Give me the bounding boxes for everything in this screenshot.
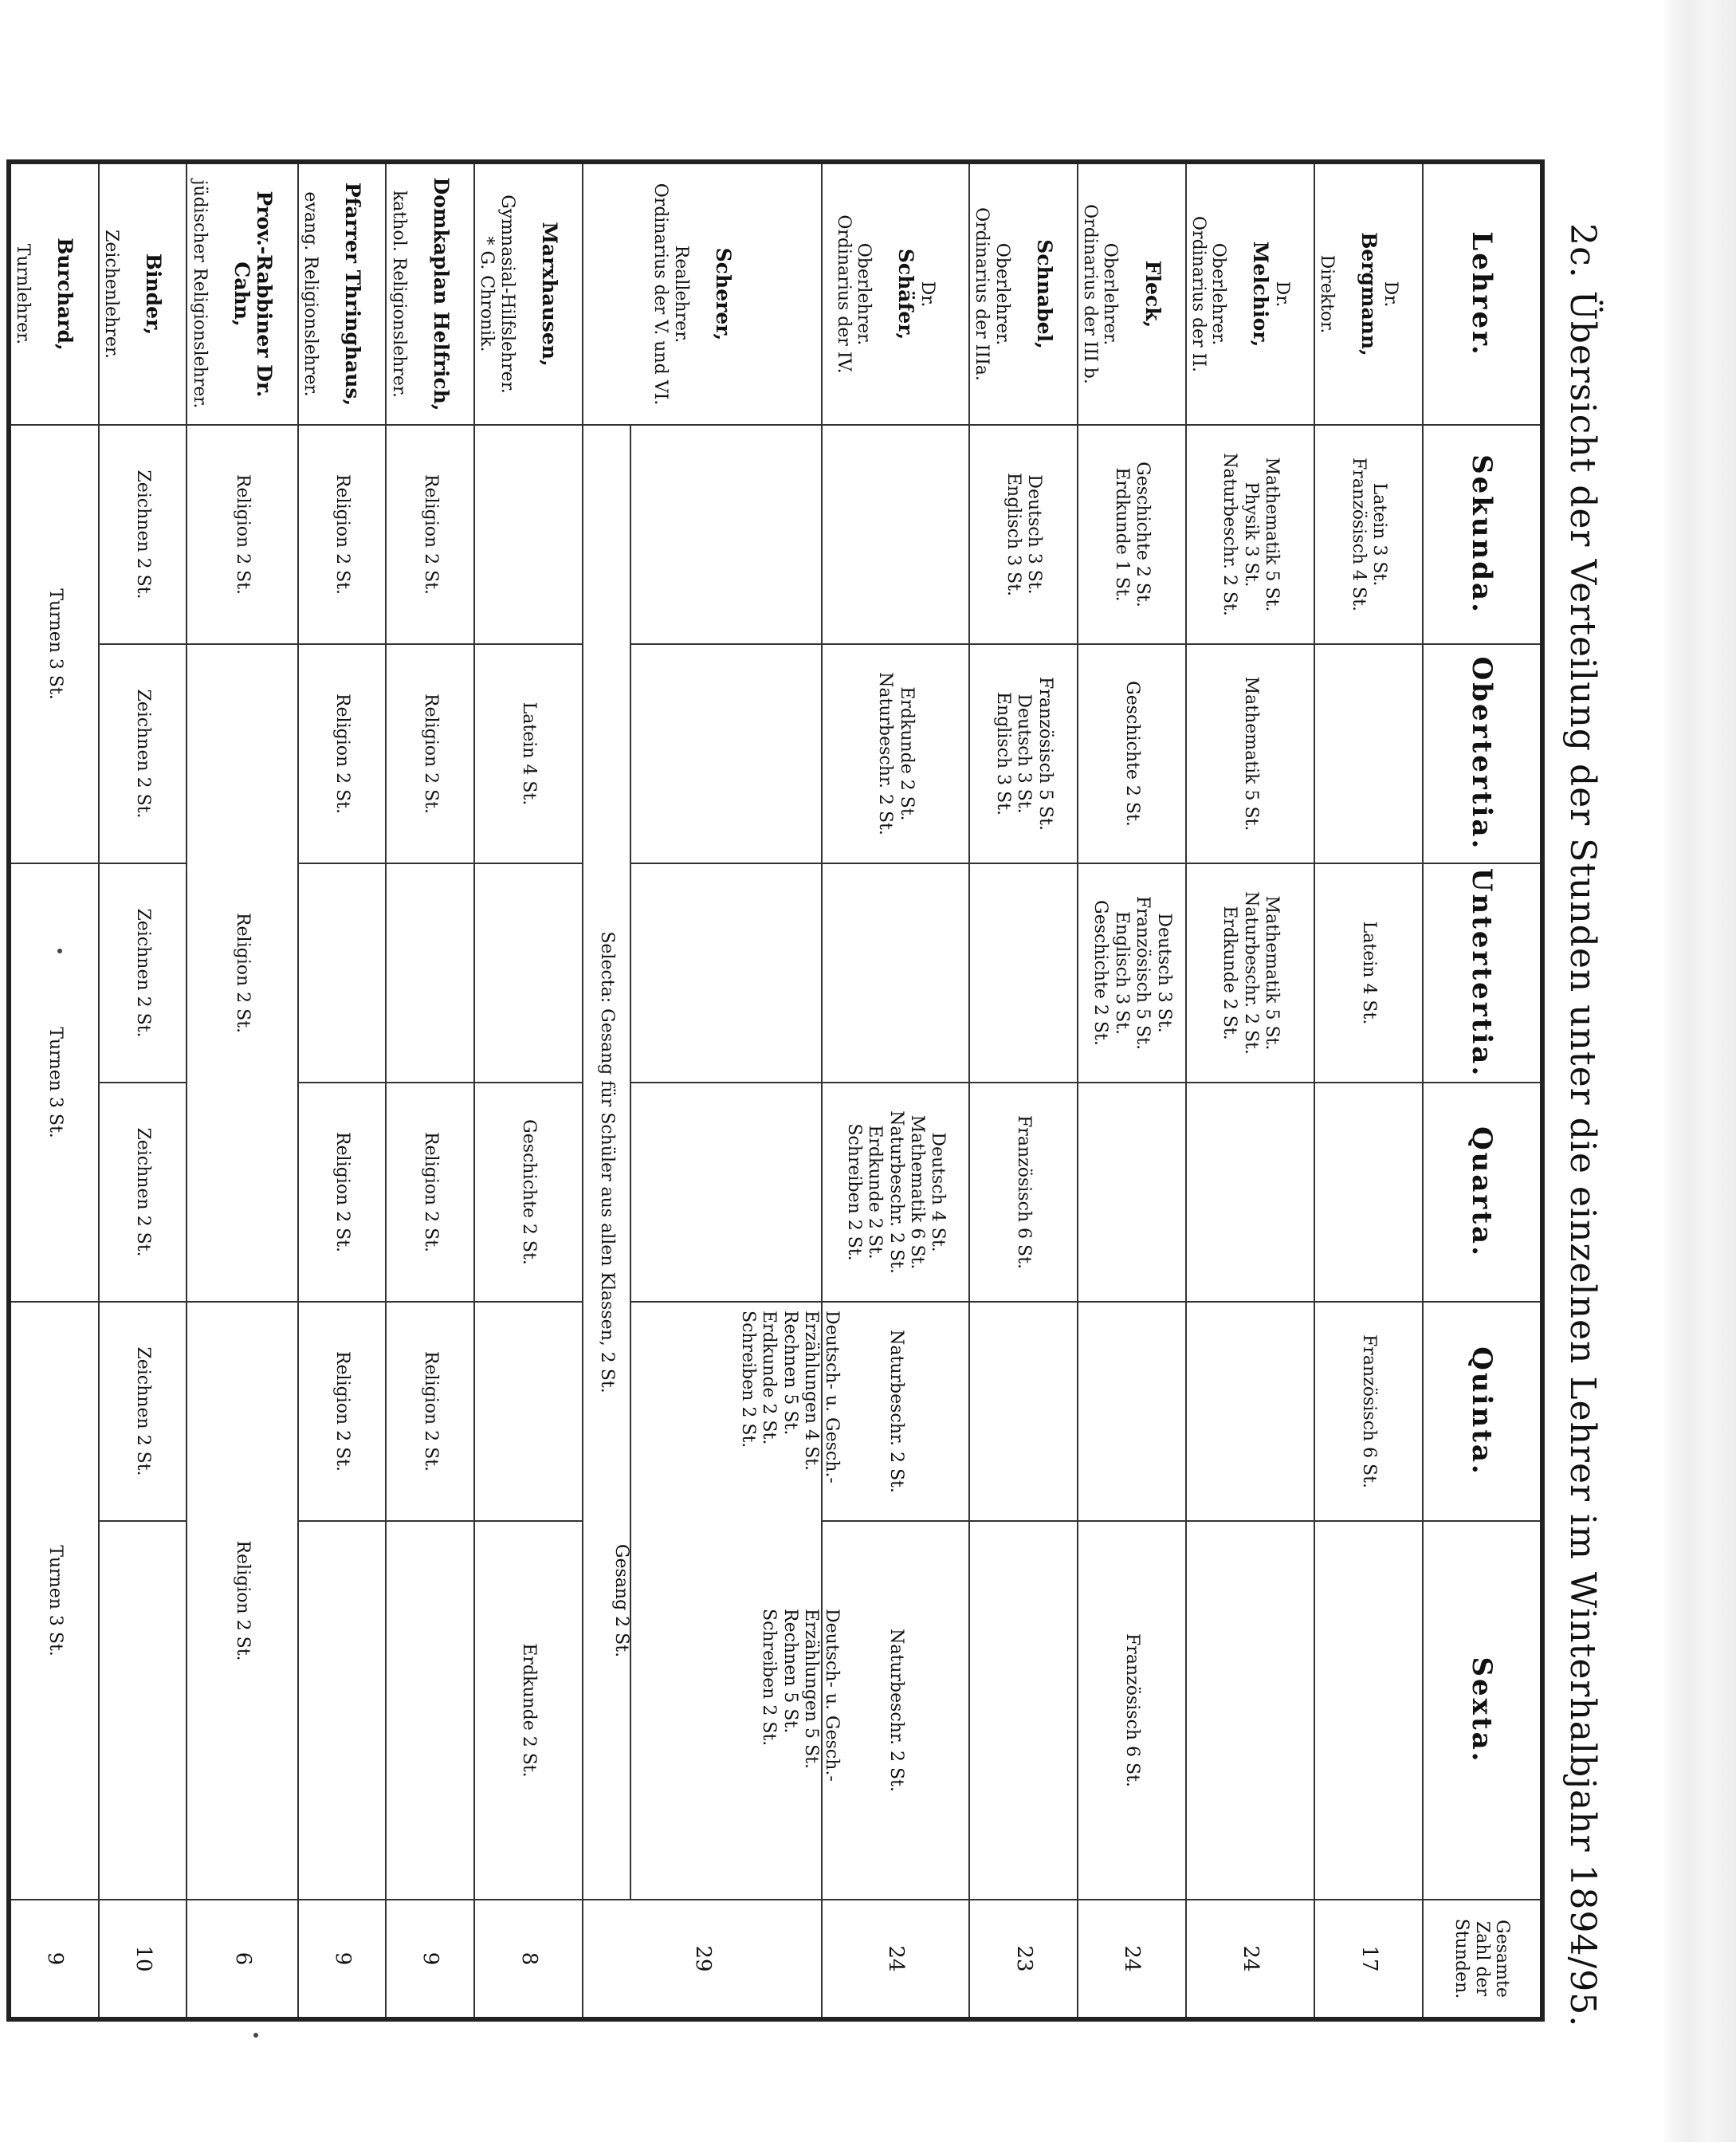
teacher-title: evang. Religionslehrer.	[300, 191, 321, 397]
cell-quinta: Religion 2 St.	[298, 1302, 387, 1521]
teacher-title: jüdischer Religionslehrer.	[189, 179, 210, 409]
cell-selecta: Selecta: Gesang für Schüler aus allen Klassen, 2 St.	[583, 425, 630, 1900]
cell-sexta	[1314, 1521, 1423, 1900]
cell-total: 17	[1314, 1900, 1423, 2019]
col-header-sexta: Sexta.	[1423, 1521, 1542, 1900]
teacher-name: Marxhausen,	[537, 222, 561, 367]
cell-untertertia: Zeichnen 2 St.	[99, 863, 187, 1083]
cell-obertertia: Religion 2 St.	[386, 644, 474, 863]
rotated-page	[13, 159, 1618, 2028]
header-row	[1423, 162, 1542, 2019]
cell-untertertia: Latein 4 St.	[1314, 863, 1423, 1083]
teacher-cell	[969, 162, 1078, 425]
cell-total: 9	[298, 1900, 387, 2019]
col-header-sekunda: Sekunda.	[1423, 425, 1542, 644]
teacher-cell	[99, 162, 187, 425]
cell-quarta	[1186, 1083, 1314, 1302]
cell-quinta: Naturbeschr. 2 St.	[822, 1302, 969, 1521]
cell-quinta-sexta	[611, 1302, 842, 1900]
teacher-name: Binder,	[142, 253, 166, 336]
cell-quinta	[969, 1302, 1078, 1521]
cell-quinta	[474, 1302, 583, 1521]
table-row	[1314, 162, 1423, 2019]
cell-sekunda	[630, 425, 822, 644]
cell-total: 6	[187, 1900, 297, 2019]
teacher-prefix: Dr.	[917, 281, 937, 308]
cell-sekunda: Deutsch 3 St. Englisch 3 St.	[969, 425, 1078, 644]
table-row	[1186, 162, 1314, 2019]
cell-sexta	[969, 1521, 1078, 1900]
table-row	[298, 162, 387, 2019]
teacher-title: Oberlehrer. Ordinarius der IV.	[834, 214, 874, 374]
col-header-obertertia: Obertertia.	[1423, 644, 1542, 863]
teacher-cell	[474, 162, 583, 425]
table-row	[969, 162, 1078, 2019]
page-edge-shadow	[1664, 0, 1736, 2142]
cell-quarta	[1314, 1083, 1423, 1302]
cell-sexta: Erdkunde 2 St.	[474, 1521, 583, 1900]
cell-quinta-sexta: Turnen 3 St.	[9, 1302, 99, 1900]
cell-untertertia	[822, 863, 969, 1083]
teacher-title: Reallehrer. Ordinarius der V. und VI.	[650, 183, 691, 406]
teacher-cell	[386, 162, 474, 425]
teacher-cell	[1186, 162, 1314, 425]
cell-sekunda-obertertia: Turnen 3 St.	[9, 425, 99, 863]
cell-quinta: Deutsch- u. Gesch.- Erzählungen 4 St. Rechnen 5 St. Erdkunde 2 St. Schreiben 2 St.	[737, 1311, 842, 1484]
cell-total: 24	[1186, 1900, 1314, 2019]
teacher-title: kathol. Religionslehrer.	[388, 190, 409, 399]
teacher-name: Prov.-Rabbiner Dr. Cahn,	[230, 191, 277, 398]
teacher-cell	[1314, 162, 1423, 425]
table-row	[630, 162, 822, 2019]
table-row	[1078, 162, 1186, 2019]
ink-speck	[253, 2033, 258, 2038]
cell-sekunda: Religion 2 St.	[298, 425, 387, 644]
cell-sexta: Naturbeschr. 2 St.	[822, 1521, 969, 1900]
teacher-cell	[822, 162, 969, 425]
cell-sekunda: Religion 2 St.	[187, 425, 297, 644]
table-row	[386, 162, 474, 2019]
schedule-table	[6, 159, 1545, 2022]
cell-sekunda	[474, 425, 583, 644]
teacher-name: Fleck,	[1141, 260, 1165, 328]
cell-total: 9	[9, 1900, 99, 2019]
teacher-prefix: Dr.	[1380, 281, 1400, 308]
cell-sekunda: Mathematik 5 St. Physik 3 St. Naturbeschr. 2 St.	[1186, 425, 1314, 644]
teacher-cell	[1078, 162, 1186, 425]
cell-total: 24	[822, 1900, 969, 2019]
cell-obertertia: Französisch 5 St. Deutsch 3 St. Englisch 3 St.	[969, 644, 1078, 863]
cell-obertertia: Geschichte 2 St.	[1078, 644, 1186, 863]
cell-obertertia	[1314, 644, 1423, 863]
cell-quarta: Religion 2 St.	[298, 1083, 387, 1302]
cell-untertertia	[630, 863, 822, 1083]
cell-sekunda	[822, 425, 969, 644]
teacher-title: Oberlehrer. Ordinarius der III b.	[1080, 204, 1121, 384]
teacher-title: Oberlehrer. Ordinarius der IIIa.	[972, 207, 1012, 381]
col-header-untertertia: Untertertia.	[1423, 863, 1542, 1083]
cell-quarta	[1078, 1083, 1186, 1302]
cell-quinta-sexta: Religion 2 St.	[187, 1302, 297, 1900]
cell-obertertia: Latein 4 St.	[474, 644, 583, 863]
teacher-name: Bergmann,	[1357, 232, 1381, 356]
teacher-name: Domkaplan Helfrich,	[429, 177, 453, 411]
cell-sexta	[99, 1521, 187, 1900]
col-header-quinta: Quinta.	[1423, 1302, 1542, 1521]
col-header-gesamt: Gesamte Zahl der Stunden.	[1423, 1900, 1542, 2019]
teacher-name: Burchard,	[53, 238, 77, 351]
col-header-lehrer: Lehrer.	[1423, 162, 1542, 425]
cell-obertertia-quarta: Religion 2 St.	[187, 644, 297, 1302]
teacher-title: Zeichenlehrer.	[101, 230, 121, 359]
cell-quarta: Französisch 6 St.	[969, 1083, 1078, 1302]
cell-untertertia	[474, 863, 583, 1083]
cell-quarta: Religion 2 St.	[386, 1083, 474, 1302]
cell-total: 9	[386, 1900, 474, 2019]
cell-sexta	[298, 1521, 387, 1900]
cell-obertertia: Zeichnen 2 St.	[99, 644, 187, 863]
teacher-cell	[9, 162, 99, 425]
cell-sexta	[386, 1521, 474, 1900]
cell-quarta: Geschichte 2 St.	[474, 1083, 583, 1302]
cell-sexta: Deutsch- u. Gesch.- Erzählungen 5 St. Rechnen 5 St. Schreiben 2 St.	[759, 1609, 842, 1782]
cell-quarta: Zeichnen 2 St.	[99, 1083, 187, 1302]
cell-total: 23	[969, 1900, 1078, 2019]
cell-untertertia	[386, 863, 474, 1083]
cell-quinta: Französisch 6 St.	[1314, 1302, 1423, 1521]
cell-total: 10	[99, 1900, 187, 2019]
teacher-name: Scherer,	[711, 247, 735, 341]
table-row	[474, 162, 583, 2019]
cell-total: 8	[474, 1900, 583, 2019]
teacher-title: Gymnasial-Hilfslehrer. * G. Chronik.	[477, 195, 517, 394]
cell-sekunda: Latein 3 St. Französisch 4 St.	[1314, 425, 1423, 644]
cell-sekunda: Zeichnen 2 St.	[99, 425, 187, 644]
teacher-cell	[187, 162, 297, 425]
cell-sexta	[1186, 1521, 1314, 1900]
teacher-title: Direktor.	[1317, 254, 1337, 334]
cell-untertertia	[298, 863, 387, 1083]
teacher-prefix: Dr.	[1271, 281, 1292, 308]
cell-untertertia-quarta: Turnen 3 St.	[9, 863, 99, 1302]
cell-quinta: Zeichnen 2 St.	[99, 1302, 187, 1521]
teacher-cell	[583, 162, 822, 425]
teacher-name: Schäfer,	[894, 248, 918, 340]
cell-quinta	[1186, 1302, 1314, 1521]
cell-quinta: Religion 2 St.	[386, 1302, 474, 1521]
cell-untertertia	[969, 863, 1078, 1083]
cell-untertertia: Deutsch 3 St. Französisch 5 St. Englisch 3 St. Geschichte 2 St.	[1078, 863, 1186, 1083]
table-row	[583, 162, 630, 2019]
cell-sexta: Französisch 6 St.	[1078, 1521, 1186, 1900]
col-header-quarta: Quarta.	[1423, 1083, 1542, 1302]
table-row	[9, 162, 99, 2019]
cell-sekunda: Geschichte 2 St. Erdkunde 1 St.	[1078, 425, 1186, 644]
cell-total: 24	[1078, 1900, 1186, 2019]
cell-obertertia: Religion 2 St.	[298, 644, 387, 863]
cell-quarta: Deutsch 4 St. Mathematik 6 St. Naturbeschr. 2 St. Erdkunde 2 St. Schreiben 2 St.	[822, 1083, 969, 1302]
cell-total: 29	[583, 1900, 822, 2019]
teacher-cell	[298, 162, 387, 425]
teacher-title: Oberlehrer. Ordinarius der II.	[1188, 216, 1229, 372]
page-title: 2c. Übersicht der Verteilung der Stunden unter die einzelnen Lehrer im Winterhalbjahr 1894/95.	[1562, 223, 1603, 2028]
cell-quarta	[630, 1083, 822, 1302]
teacher-name: Melchior,	[1249, 241, 1273, 348]
table-row	[99, 162, 187, 2019]
cell-sekunda: Religion 2 St.	[386, 425, 474, 644]
cell-obertertia	[630, 644, 822, 863]
cell-obertertia: Mathematik 5 St.	[1186, 644, 1314, 863]
cell-gesang: Gesang 2 St.	[611, 1543, 631, 1658]
teacher-name: Schnabel,	[1032, 239, 1056, 349]
teacher-name: Pfarrer Thringhaus,	[341, 182, 365, 407]
cell-quinta	[1078, 1302, 1186, 1521]
teacher-title: Turnlehrer.	[13, 243, 33, 345]
cell-obertertia: Erdkunde 2 St. Naturbeschr. 2 St.	[822, 644, 969, 863]
table-row	[187, 162, 297, 2019]
cell-untertertia: Mathematik 5 St. Naturbeschr. 2 St. Erdkunde 2 St.	[1186, 863, 1314, 1083]
